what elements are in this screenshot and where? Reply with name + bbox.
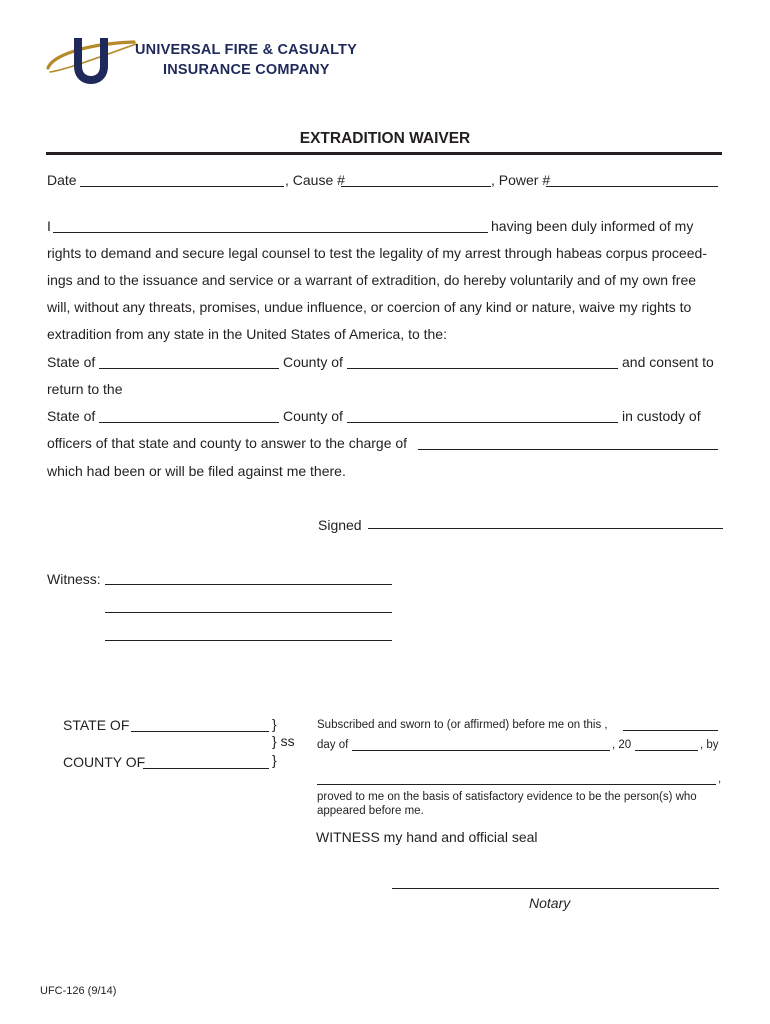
- witness-field-3[interactable]: [105, 626, 392, 641]
- paragraph-line: will, without any threats, promises, undue influence, or coercion of any kind or nature, waive my rights to: [47, 299, 692, 315]
- venue-state-field[interactable]: [131, 717, 269, 732]
- power-label: , Power #: [491, 172, 551, 188]
- subscribed-text: Subscribed and sworn to (or affirmed) before me on this ,: [317, 719, 608, 731]
- state-of-label: State of: [47, 408, 96, 424]
- subscribed-date-field[interactable]: [623, 718, 718, 731]
- cause-number-field[interactable]: [341, 172, 491, 187]
- charge-field[interactable]: [418, 435, 718, 450]
- date-field[interactable]: [80, 172, 284, 187]
- day-of-field[interactable]: [352, 738, 610, 751]
- witness-field-1[interactable]: [105, 570, 392, 585]
- notary-label: Notary: [529, 895, 571, 911]
- company-logo: [44, 30, 139, 91]
- proved-text: proved to me on the basis of satisfactory evidence to be the person(s) who: [317, 791, 697, 803]
- state-of-label: State of: [47, 354, 96, 370]
- county-of-venue-label: COUNTY OF: [63, 754, 146, 770]
- witness-seal-text: WITNESS my hand and official seal: [316, 829, 538, 845]
- informed-text: having been duly informed of my: [491, 218, 694, 234]
- i-label: I: [47, 218, 51, 234]
- custody-text: in custody of: [622, 408, 701, 424]
- return-text: return to the: [47, 381, 123, 397]
- witness-label: Witness:: [47, 571, 101, 587]
- proved-text: appeared before me.: [317, 805, 424, 817]
- ss-text: } ss: [272, 733, 295, 749]
- by-label: , by: [700, 739, 719, 751]
- notary-signature-field[interactable]: [392, 874, 719, 889]
- venue-county-field[interactable]: [143, 754, 269, 769]
- brace: }: [272, 752, 277, 768]
- power-number-field[interactable]: [546, 172, 718, 187]
- brace: }: [272, 716, 277, 732]
- date-label: Date: [47, 172, 77, 188]
- person-name-field[interactable]: [317, 772, 716, 785]
- paragraph-line: rights to demand and secure legal counsel to test the legality of my arrest through habeas corpus proceed-: [47, 245, 707, 261]
- signature-field[interactable]: [368, 514, 723, 529]
- day-of-label: day of: [317, 739, 349, 751]
- comma: ,: [718, 773, 722, 785]
- paragraph-line: ings and to the issuance and service or a warrant of extradition, do hereby voluntarily and of my own free: [47, 272, 697, 288]
- signed-label: Signed: [318, 517, 362, 533]
- county-field-2[interactable]: [347, 408, 618, 423]
- form-code: UFC-126 (9/14): [40, 985, 117, 997]
- company-name-line2: INSURANCE COMPANY: [163, 62, 330, 78]
- paragraph-line: extradition from any state in the United States of America, to the:: [47, 326, 447, 342]
- state-of-venue-label: STATE OF: [63, 717, 130, 733]
- title-divider: [46, 152, 722, 155]
- filed-text: which had been or will be filed against me there.: [47, 463, 346, 479]
- company-name-line1: UNIVERSAL FIRE & CASUALTY: [135, 42, 357, 58]
- state-field-1[interactable]: [99, 354, 279, 369]
- witness-field-2[interactable]: [105, 598, 392, 613]
- year-field[interactable]: [635, 738, 698, 751]
- page-title: EXTRADITION WAIVER: [299, 130, 471, 147]
- county-of-label: County of: [283, 354, 343, 370]
- name-field[interactable]: [53, 218, 488, 233]
- county-field-1[interactable]: [347, 354, 618, 369]
- state-field-2[interactable]: [99, 408, 279, 423]
- cause-label: , Cause #: [285, 172, 345, 188]
- consent-text: and consent to: [622, 354, 714, 370]
- twenty-label: , 20: [612, 739, 632, 751]
- county-of-label: County of: [283, 408, 343, 424]
- officers-text: officers of that state and county to answer to the charge of: [47, 435, 408, 451]
- u-orbit-logo-icon: [44, 30, 139, 86]
